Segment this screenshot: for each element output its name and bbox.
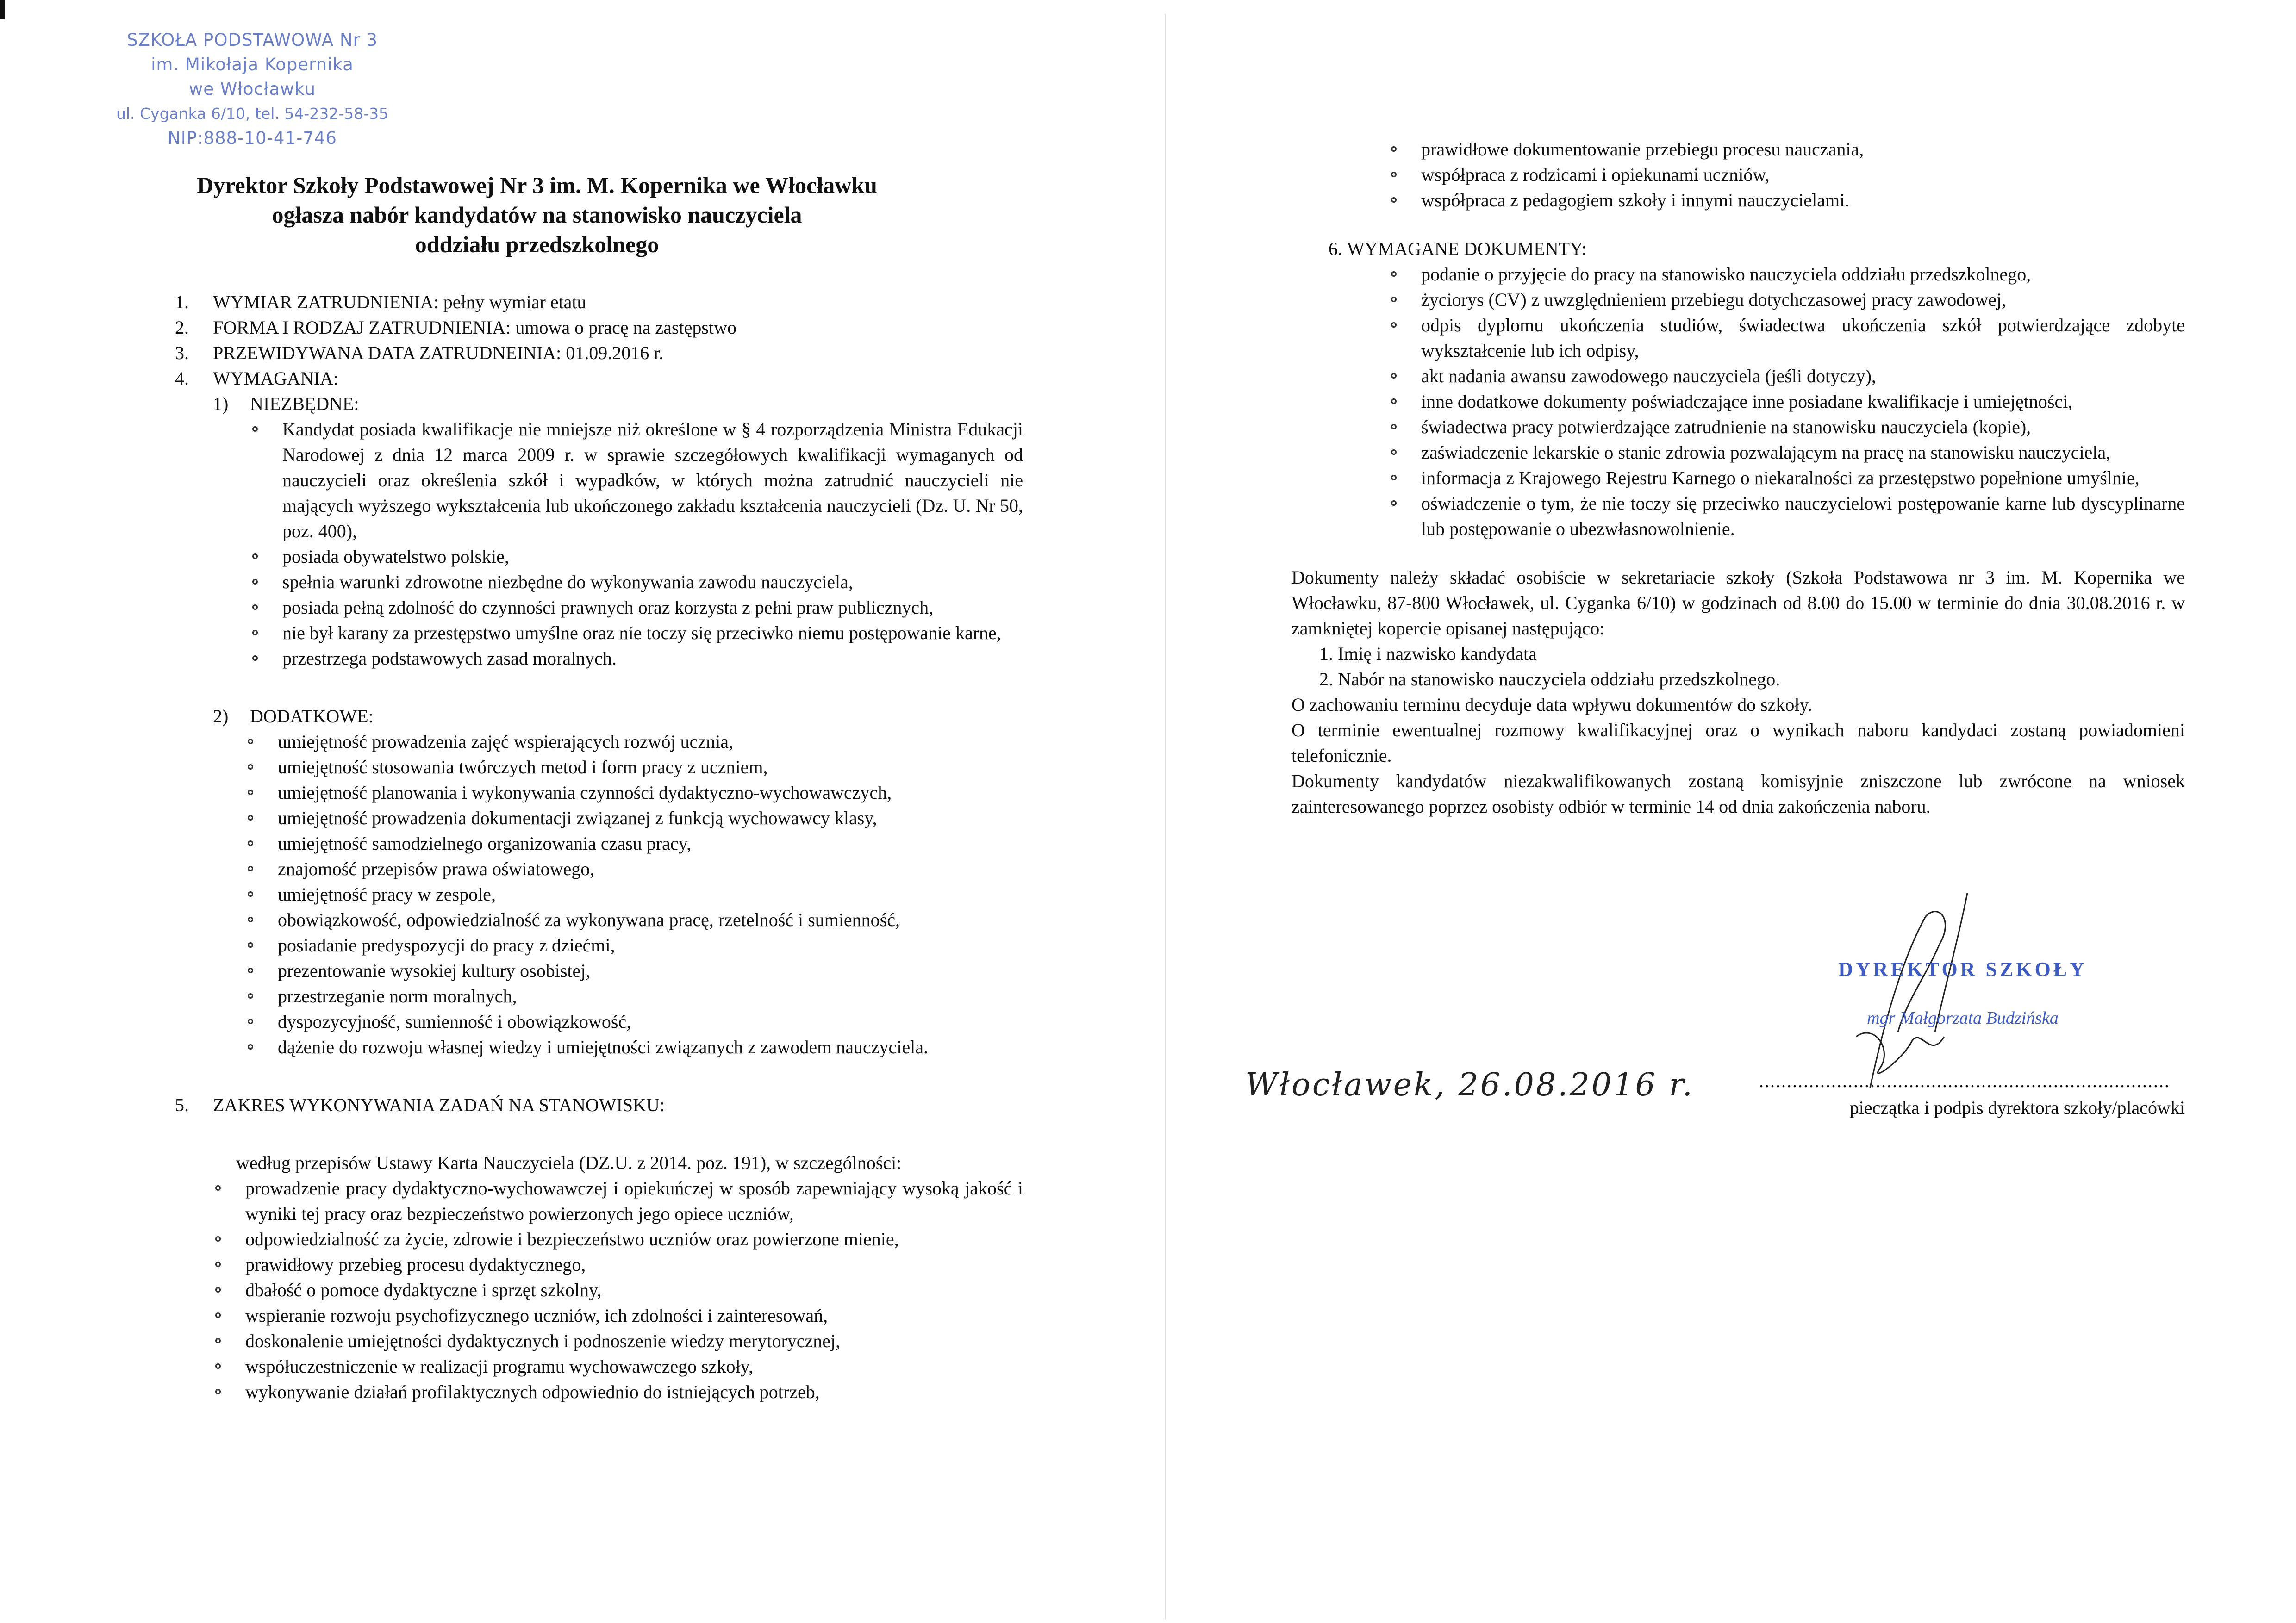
list-item: nie był karany za przestępstwo umyślne oraz nie toczy się przeciwko niemu postępowanie karne,	[245, 620, 1023, 646]
director-stamp	[1787, 956, 2139, 1030]
stamp-line: we Włocławku	[188, 79, 316, 99]
list-item: świadectwa pracy potwierdzające zatrudnienie na stanowisku nauczyciela (kopie),	[1384, 414, 2185, 440]
list-item: umiejętność prowadzenia dokumentacji związanej z funkcją wychowawcy klasy,	[241, 805, 1023, 831]
section-1	[167, 289, 1023, 315]
heading-line: Dyrektor Szkoły Podstawowej Nr 3 im. M. Kopernika we Włocławku	[197, 172, 877, 198]
notes-paragraph: O terminie ewentualnej rozmowy kwalifikacyjnej oraz o wynikach naboru kandydaci zostaną powiadomieni telefonicznie.	[1292, 720, 2185, 766]
list-item: życiorys (CV) z uwzględnieniem przebiegu dotychczasowej pracy zawodowej,	[1384, 287, 2185, 312]
section-title: WYMAGANIA:	[213, 368, 339, 389]
notes-list-text: Imię i nazwisko kandydata	[1338, 643, 1537, 664]
section-number: 3.	[175, 342, 189, 363]
notes-list-item	[1292, 666, 2185, 692]
list-item: posiadanie predyspozycji do pracy z dziećmi,	[241, 933, 1023, 958]
section-5	[167, 1092, 1023, 1118]
section-number: 5.	[175, 1094, 189, 1115]
list-item: wykonywanie działań profilaktycznych odpowiednio do istniejących potrzeb,	[208, 1379, 1023, 1405]
list-item: prowadzenie pracy dydaktyczno-wychowawczej i opiekuńczej w sposób zapewniający wysoką jakość i wyniki tej pracy oraz bezpieczeństwo powierzonych jego opiece uczniów,	[208, 1175, 1023, 1226]
section-3	[167, 340, 1023, 366]
list-item: umiejętność planowania i wykonywania czynności dydaktyczno-wychowawczych,	[241, 780, 1023, 805]
section-text: FORMA I RODZAJ ZATRUDNIENIA: umowa o pracę na zastępstwo	[213, 317, 736, 338]
right-column	[1292, 137, 2185, 819]
section-number: 4.	[175, 368, 189, 389]
signature-line: ..........................................................................	[1759, 1070, 2170, 1091]
page-divider	[1165, 14, 1166, 1620]
additional-subsection	[167, 703, 1023, 729]
list-item: współuczestniczenie w realizacji programu wychowawczego szkoły,	[208, 1354, 1023, 1379]
required-list	[245, 417, 1023, 671]
section-text: PRZEWIDYWANA DATA ZATRUDNEINIA: 01.09.2016 r.	[213, 342, 664, 363]
notes-paragraph: O zachowaniu terminu decyduje data wpływu dokumentów do szkoły.	[1292, 694, 1812, 715]
list-item: posiada obywatelstwo polskie,	[245, 544, 1023, 569]
list-item: oświadczenie o tym, że nie toczy się przeciwko nauczycielowi postępowanie karne lub dyscyplinarne lub postępowanie o ubezwłasnowolnienie.	[1384, 491, 2185, 541]
stamp-line: ul. Cyganka 6/10, tel. 54-232-58-35	[116, 105, 389, 123]
list-item: zaświadczenie lekarskie o stanie zdrowia pozwalającym na pracę na stanowisku nauczyciela,	[1384, 440, 2185, 465]
list-item: prawidłowy przebieg procesu dydaktycznego,	[208, 1252, 1023, 1277]
section-title: ZAKRES WYKONYWANIA ZADAŃ NA STANOWISKU:	[213, 1094, 665, 1115]
list-item: współpraca z pedagogiem szkoły i innymi nauczycielami.	[1384, 187, 2185, 213]
section-5-intro: według przepisów Ustawy Karta Nauczyciela (DZ.U. z 2014. poz. 191), w szczególności:	[236, 1152, 902, 1173]
submission-notes	[1292, 565, 2185, 819]
list-item: dbałość o pomoce dydaktyczne i sprzęt szkolny,	[208, 1277, 1023, 1303]
notes-list-number: 2.	[1319, 669, 1333, 690]
list-item: odpis dyplomu ukończenia studiów, świadectwa ukończenia szkół potwierdzające zdobyte wykształcenie lub ich odpisy,	[1384, 312, 2185, 363]
signature-caption: pieczątka i podpis dyrektora szkoły/placówki	[1849, 1097, 2185, 1118]
subsection-title: DODATKOWE:	[250, 706, 374, 727]
list-item: wspieranie rozwoju psychofizycznego uczniów, ich zdolności i zainteresowań,	[208, 1303, 1023, 1328]
list-item: umiejętność prowadzenia zajęć wspierających rozwój ucznia,	[241, 729, 1023, 754]
list-item: podanie o przyjęcie do pracy na stanowisko nauczyciela oddziału przedszkolnego,	[1384, 261, 2185, 287]
scan-edge-mark	[0, 0, 5, 19]
left-column	[167, 289, 1023, 1405]
list-item: inne dodatkowe dokumenty poświadczające inne posiadane kwalifikacje i umiejętności,	[1384, 389, 2185, 414]
notes-list-number: 1.	[1319, 643, 1333, 664]
required-subsection	[167, 391, 1023, 417]
notes-paragraph: Dokumenty należy składać osobiście w sekretariacie szkoły (Szkoła Podstawowa nr 3 im. M. Kopernika we Włocławku, 87-800 Włocławek, ul. Cyganka 6/10) w godzinach od 8.00 do 15.00 w terminie do dnia 30.08.2016 r. w zamkniętej kopercie opisanej następująco:	[1292, 567, 2185, 639]
duties-list	[208, 1175, 1023, 1405]
stamp-line: im. Mikołaja Kopernika	[151, 55, 354, 75]
list-item: dążenie do rozwoju własnej wiedzy i umiejętności związanych z zawodem nauczyciela.	[241, 1034, 1023, 1060]
list-item: przestrzeganie norm moralnych,	[241, 983, 1023, 1009]
heading-line: oddziału przedszkolnego	[415, 231, 659, 257]
list-item: odpowiedzialność za życie, zdrowie i bezpieczeństwo uczniów oraz powierzone mienie,	[208, 1226, 1023, 1252]
subsection-number: 1)	[213, 393, 229, 414]
school-stamp	[100, 28, 405, 150]
additional-list	[241, 729, 1023, 1060]
list-item: doskonalenie umiejętności dydaktycznych i podnoszenie wiedzy merytorycznej,	[208, 1328, 1023, 1354]
section-title: WYMAGANE DOKUMENTY:	[1347, 238, 1587, 259]
list-item: spełnia warunki zdrowotne niezbędne do wykonywania zawodu nauczyciela,	[245, 569, 1023, 595]
heading-line: ogłasza nabór kandydatów na stanowisko nauczyciela	[272, 202, 802, 228]
section-2	[167, 315, 1023, 340]
list-item: Kandydat posiada kwalifikacje nie mniejsze niż określone w § 4 rozporządzenia Ministra Edukacji Narodowej z dnia 12 marca 2009 r. w sprawie szczegółowych kwalifikacji wymaganych od nauczycieli oraz określenia szkół i wypadków, w których można zatrudnić nauczycieli nie mających wyższego wykształcenia lub ukończonego zakładu kształcenia nauczycieli (Dz. U. Nr 50, poz. 400),	[245, 417, 1023, 544]
list-item: posiada pełną zdolność do czynności prawnych oraz korzysta z pełni praw publicznych,	[245, 595, 1023, 620]
notes-list-text: Nabór na stanowisko nauczyciela oddziału przedszkolnego.	[1338, 669, 1780, 690]
list-item: informacja z Krajowego Rejestru Karnego o niekaralności za przestępstwo popełnione umyślnie,	[1384, 465, 2185, 491]
section-number: 6.	[1329, 238, 1342, 259]
section-number: 1.	[175, 292, 189, 312]
stamp-line: SZKOŁA PODSTAWOWA Nr 3	[126, 30, 378, 50]
list-item: dyspozycyjność, sumienność i obowiązkowość,	[241, 1009, 1023, 1034]
section-number: 2.	[175, 317, 189, 338]
list-item: obowiązkowość, odpowiedzialność za wykonywana pracę, rzetelność i sumienność,	[241, 907, 1023, 933]
duties-list-continued	[1384, 137, 2185, 213]
notes-paragraph: Dokumenty kandydatów niezakwalifikowanych zostaną komisyjnie zniszczone lub zwrócone na wniosek zainteresowanego poprzez osobisty odbiór w terminie 14 od dnia zakończenia naboru.	[1292, 771, 2185, 817]
list-item: prezentowanie wysokiej kultury osobistej,	[241, 958, 1023, 983]
section-text: WYMIAR ZATRUDNIENIA: pełny wymiar etatu	[213, 292, 586, 312]
stamp-title: DYREKTOR SZKOŁY	[1838, 958, 2087, 981]
subsection-number: 2)	[213, 706, 229, 727]
handwritten-place-date: Włocławek, 26.08.2016 r.	[1245, 1067, 1695, 1103]
list-item: umiejętność stosowania twórczych metod i form pracy z uczniem,	[241, 754, 1023, 780]
list-item: prawidłowe dokumentowanie przebiegu procesu nauczania,	[1384, 137, 2185, 162]
section-6	[1292, 236, 2185, 261]
section-4	[167, 366, 1023, 391]
stamp-line: NIP:888-10-41-746	[168, 128, 337, 148]
list-item: akt nadania awansu zawodowego nauczyciela (jeśli dotyczy),	[1384, 363, 2185, 389]
subsection-title: NIEZBĘDNE:	[250, 393, 359, 414]
document-heading	[167, 170, 907, 259]
list-item: współpraca z rodzicami i opiekunami uczniów,	[1384, 162, 2185, 187]
list-item: umiejętność pracy w zespole,	[241, 882, 1023, 907]
list-item: umiejętność samodzielnego organizowania czasu pracy,	[241, 831, 1023, 856]
notes-list-item	[1292, 641, 2185, 666]
stamp-name: mgr Małgorzata Budzińska	[1867, 1008, 2059, 1028]
documents-list	[1384, 261, 2185, 541]
list-item: przestrzega podstawowych zasad moralnych.	[245, 646, 1023, 671]
list-item: znajomość przepisów prawa oświatowego,	[241, 856, 1023, 882]
